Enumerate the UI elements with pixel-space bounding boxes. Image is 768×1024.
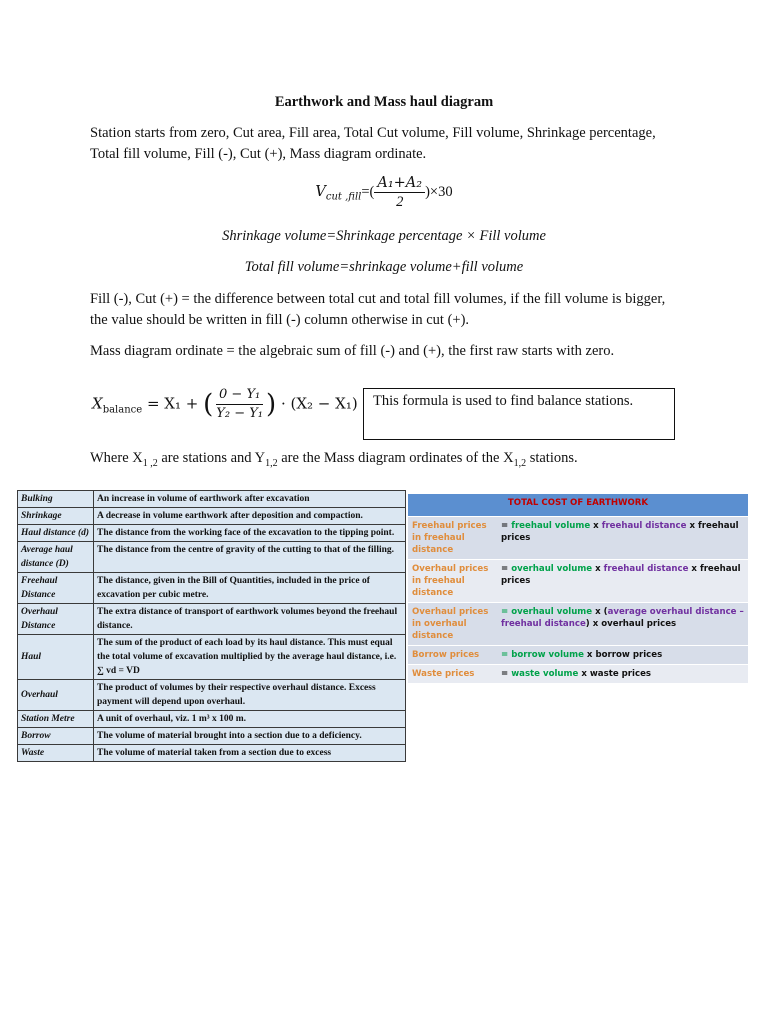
definition-row: [18, 542, 406, 573]
definition-text: A decrease in volume earthwork after deposition and compaction.: [94, 508, 406, 525]
cost-formula-part: x (: [592, 607, 608, 617]
definition-text: The sum of the product of each load by its haul distance. This must equal the total volume of excavation multiplied by the average haul distance, i.e. ∑ vd = VD: [94, 635, 406, 680]
where-text-4: stations.: [526, 450, 578, 466]
cost-formula-part: = borrow volume: [501, 650, 584, 660]
definition-term: Freehaul Distance: [18, 573, 94, 604]
definition-row: [18, 604, 406, 635]
definition-row: [18, 680, 406, 711]
cost-row-formula: [497, 517, 748, 560]
total-cost-table: [408, 493, 748, 683]
definition-text: A unit of overhaul, viz. 1 m³ x 100 m.: [94, 711, 406, 728]
definition-row: [18, 635, 406, 680]
cost-row-formula: [497, 665, 748, 684]
cost-formula-part: x: [590, 521, 602, 531]
where-sub-2: 1,2: [265, 457, 278, 469]
balance-tail: · (X₂ − X₁): [280, 394, 358, 413]
where-sub-3: 1,2: [513, 457, 527, 469]
cost-formula-part: x waste prices: [578, 669, 652, 679]
definition-text: The product of volumes by their respective overhaul distance. Excess payment will depend upon overhaul.: [94, 680, 406, 711]
cost-formula-part: x borrow prices: [583, 650, 663, 660]
where-text-3: are the Mass diagram ordinates of the X: [277, 450, 514, 466]
cost-formula-part: =: [501, 564, 512, 574]
total-fill-formula: Total fill volume=shrinkage volume+fill volume: [244, 259, 524, 275]
volume-denominator: 2: [396, 194, 404, 210]
fill-cut-paragraph: Fill (-), Cut (+) = the difference between total cut and total fill volumes, if the fill volume is bigger, the value should be written in fill (-) column otherwise in cut (+).: [90, 291, 666, 328]
cost-row: [408, 603, 748, 646]
cost-row-formula: [497, 560, 748, 603]
definition-row: [18, 745, 406, 762]
where-text-1: Where X: [90, 450, 143, 466]
where-paragraph: [90, 448, 680, 474]
definition-text: An increase in volume of earthwork after excavation: [94, 491, 406, 508]
definition-row: [18, 491, 406, 508]
definition-text: The volume of material taken from a section due to excess: [94, 745, 406, 762]
intro-paragraph: Station starts from zero, Cut area, Fill area, Total Cut volume, Fill volume, Shrinkage percentage, Total fill volume, Fill (-), Cut (+), Mass diagram ordinate.: [90, 125, 656, 162]
where-sub-1: 1 ,2: [142, 457, 158, 469]
definition-row: [18, 508, 406, 525]
cost-formula-part: =: [501, 521, 512, 531]
mass-ordinate-paragraph: Mass diagram ordinate = the algebraic sum of fill (-) and (+), the first raw starts with zero.: [90, 343, 615, 359]
definition-term: Average haul distance (D): [18, 542, 94, 573]
definition-term: Station Metre: [18, 711, 94, 728]
balance-fraction: [213, 386, 266, 423]
cost-formula-part: freehaul distance: [601, 521, 687, 531]
definition-term: Borrow: [18, 728, 94, 745]
cost-row-label: Overhaul prices in overhaul distance: [408, 603, 497, 646]
balance-numerator: 0 − Y₁: [216, 386, 263, 405]
cost-formula-part: freehaul volume: [511, 521, 591, 531]
cost-row: [408, 517, 748, 560]
balance-note-box: This formula is used to find balance stations.: [363, 388, 675, 440]
page-title: Earthwork and Mass haul diagram: [274, 94, 494, 110]
cost-row: [408, 560, 748, 603]
definition-term: Overhaul: [18, 680, 94, 711]
definition-text: The distance, given in the Bill of Quantities, included in the price of excavation per cubic metre.: [94, 573, 406, 604]
cost-formula-part: freehaul distance: [603, 564, 689, 574]
cost-formula-part: = overhaul volume: [501, 607, 593, 617]
cost-formula-part: =: [501, 669, 512, 679]
cost-formula-part: ) x overhaul prices: [585, 619, 677, 629]
cost-formula-part: average overhaul distance – freehaul distance: [501, 607, 744, 629]
volume-subscript: cut ,fill: [325, 191, 362, 203]
cost-table-header: TOTAL COST OF EARTHWORK: [408, 494, 748, 517]
cost-formula-part: x: [592, 564, 604, 574]
cost-row: [408, 646, 748, 665]
definitions-table: [17, 490, 406, 762]
definition-term: Overhaul Distance: [18, 604, 94, 635]
cost-formula-part: waste volume: [511, 669, 579, 679]
cost-row-formula: [497, 603, 748, 646]
cost-row-formula: [497, 646, 748, 665]
cost-formula-part: x freehaul prices: [501, 521, 739, 543]
definition-text: The extra distance of transport of earthwork volumes beyond the freehaul distance.: [94, 604, 406, 635]
definition-term: Waste: [18, 745, 94, 762]
definition-term: Haul: [18, 635, 94, 680]
cost-formula-part: x freehaul prices: [501, 564, 741, 586]
cost-row-label: Waste prices: [408, 665, 497, 684]
cost-row-label: Freehaul prices in freehaul distance: [408, 517, 497, 560]
definition-text: The distance from the working face of the excavation to the tipping point.: [94, 525, 406, 542]
definition-term: Haul distance (d): [18, 525, 94, 542]
balance-formula: $X_{balance} = X_1$ + ( $\frac{\text{0 − Y₁}}{\text{Y₂ − Y₁}}$ ) · (X₂ − X₁): [92, 387, 358, 421]
balance-subscript: balance: [102, 404, 143, 416]
definition-text: The volume of material brought into a section due to a deficiency.: [94, 728, 406, 745]
definition-term: Shrinkage: [18, 508, 94, 525]
definition-row: [18, 711, 406, 728]
balance-denominator: Y₂ − Y₁: [216, 406, 264, 421]
shrinkage-formula: Shrinkage volume=Shrinkage percentage × Fill volume: [222, 228, 546, 244]
cost-row: [408, 665, 748, 684]
volume-lhs: V: [315, 183, 326, 200]
volume-tail: ×30: [429, 183, 453, 200]
volume-numerator: A₁+A₂: [374, 174, 425, 193]
definition-term: Bulking: [18, 491, 94, 508]
volume-formula: $V_{cut ,fill}=$( $\frac{\text{A₁+A₂}}{2}$ )×30: [315, 175, 453, 210]
cost-row-label: Overhaul prices in freehaul distance: [408, 560, 497, 603]
definition-row: [18, 525, 406, 542]
volume-fraction: [374, 174, 425, 211]
definition-text: The distance from the centre of gravity of the cutting to that of the filling.: [94, 542, 406, 573]
cost-formula-part: overhaul volume: [511, 564, 593, 574]
definition-row: [18, 728, 406, 745]
where-text-2: are stations and Y: [157, 450, 266, 466]
definition-row: [18, 573, 406, 604]
cost-row-label: Borrow prices: [408, 646, 497, 665]
balance-lhs: X: [92, 394, 103, 413]
balance-mid: = X₁ +: [146, 394, 199, 413]
